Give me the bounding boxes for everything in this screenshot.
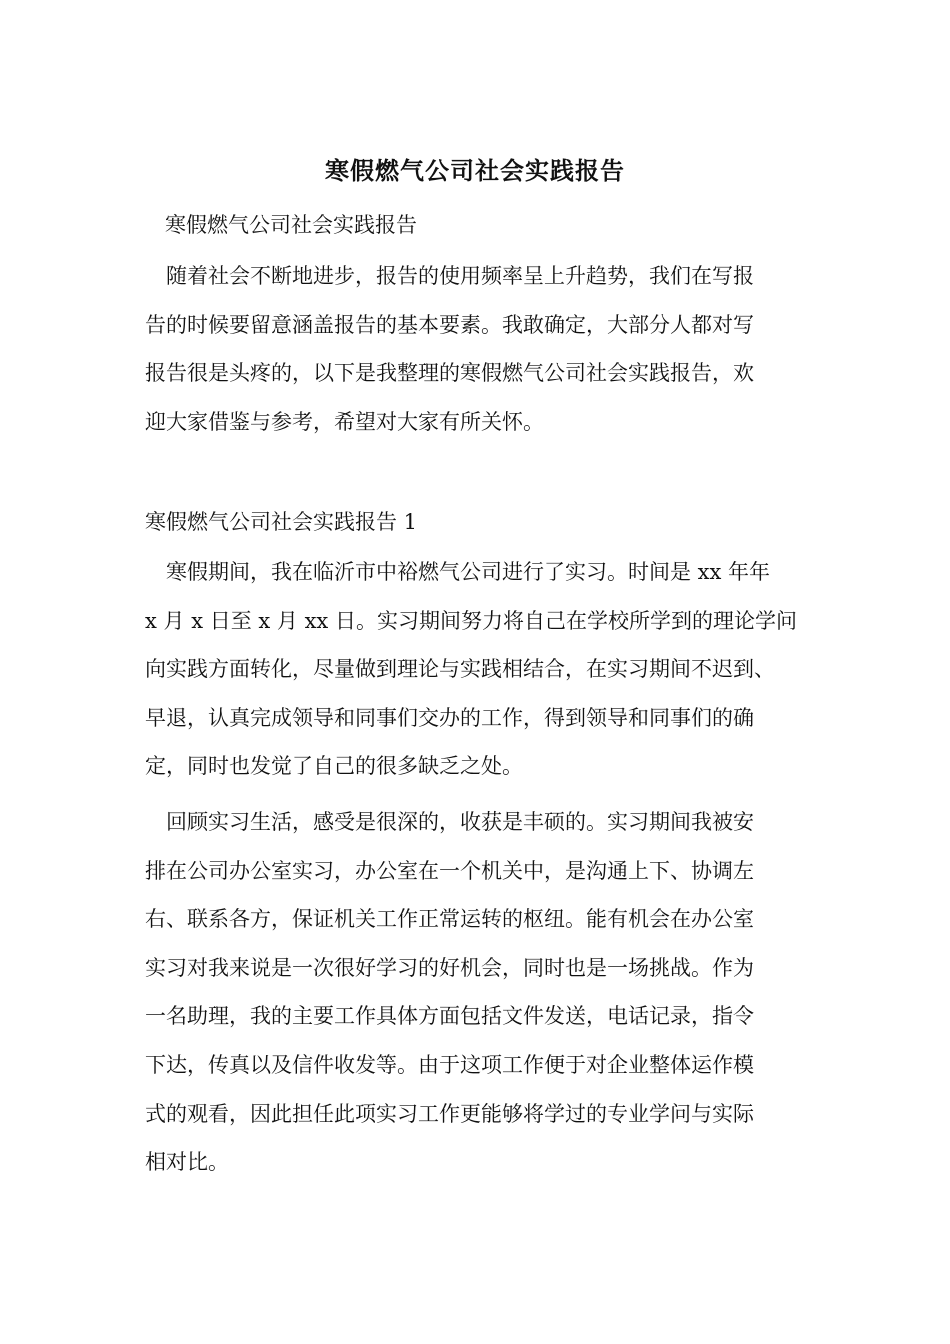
paragraph-line: 一名助理，我的主要工作具体方面包括文件发送，电话记录，指令 (145, 1004, 754, 1029)
paragraph-2 (145, 798, 810, 1187)
intro-line: 报告很是头疼的，以下是我整理的寒假燃气公司社会实践报告，欢 (145, 361, 754, 386)
paragraph-line: 回顾实习生活，感受是很深的，收获是丰硕的。实习期间我被安 (145, 810, 754, 834)
paragraph-line: 定，同时也发觉了自己的很多缺乏之处。 (145, 754, 523, 779)
intro-line: 随着社会不断地进步，报告的使用频率呈上升趋势，我们在写报 (145, 264, 754, 288)
paragraph-line: x 月 x 日至 x 月 xx 日。实习期间努力将自己在学校所学到的理论学问 (145, 608, 797, 633)
paragraph-line: 式的观看，因此担任此项实习工作更能够将学过的专业学问与实际 (145, 1101, 754, 1126)
paragraph-line: 右、联系各方，保证机关工作正常运转的枢纽。能有机会在办公室 (145, 907, 754, 932)
intro-line: 告的时候要留意涵盖报告的基本要素。我敢确定，大部分人都对写 (145, 312, 754, 337)
paragraph-line: 实习对我来说是一次很好学习的好机会，同时也是一场挑战。作为 (145, 955, 754, 980)
intro-paragraph (145, 252, 810, 446)
paragraph-line: 相对比。 (145, 1150, 229, 1175)
document-title: 寒假燃气公司社会实践报告 (325, 156, 625, 185)
paragraph-line: 下达，传真以及信件收发等。由于这项工作便于对企业整体运作模 (145, 1052, 754, 1077)
paragraph-line: 向实践方面转化，尽量做到理论与实践相结合，在实习期间不迟到、 (145, 657, 775, 682)
paragraph-line: 排在公司办公室实习，办公室在一个机关中，是沟通上下、协调左 (145, 858, 754, 883)
paragraph-line: 早退，认真完成领导和同事们交办的工作，得到领导和同事们的确 (145, 705, 754, 730)
document-subtitle: 寒假燃气公司社会实践报告 (165, 213, 417, 237)
intro-line: 迎大家借鉴与参考，希望对大家有所关怀。 (145, 409, 544, 434)
paragraph-1 (145, 548, 810, 791)
paragraph-line: 寒假期间，我在临沂市中裕燃气公司进行了实习。时间是 xx 年年 (145, 560, 771, 584)
section-heading: 寒假燃气公司社会实践报告 1 (145, 510, 418, 534)
